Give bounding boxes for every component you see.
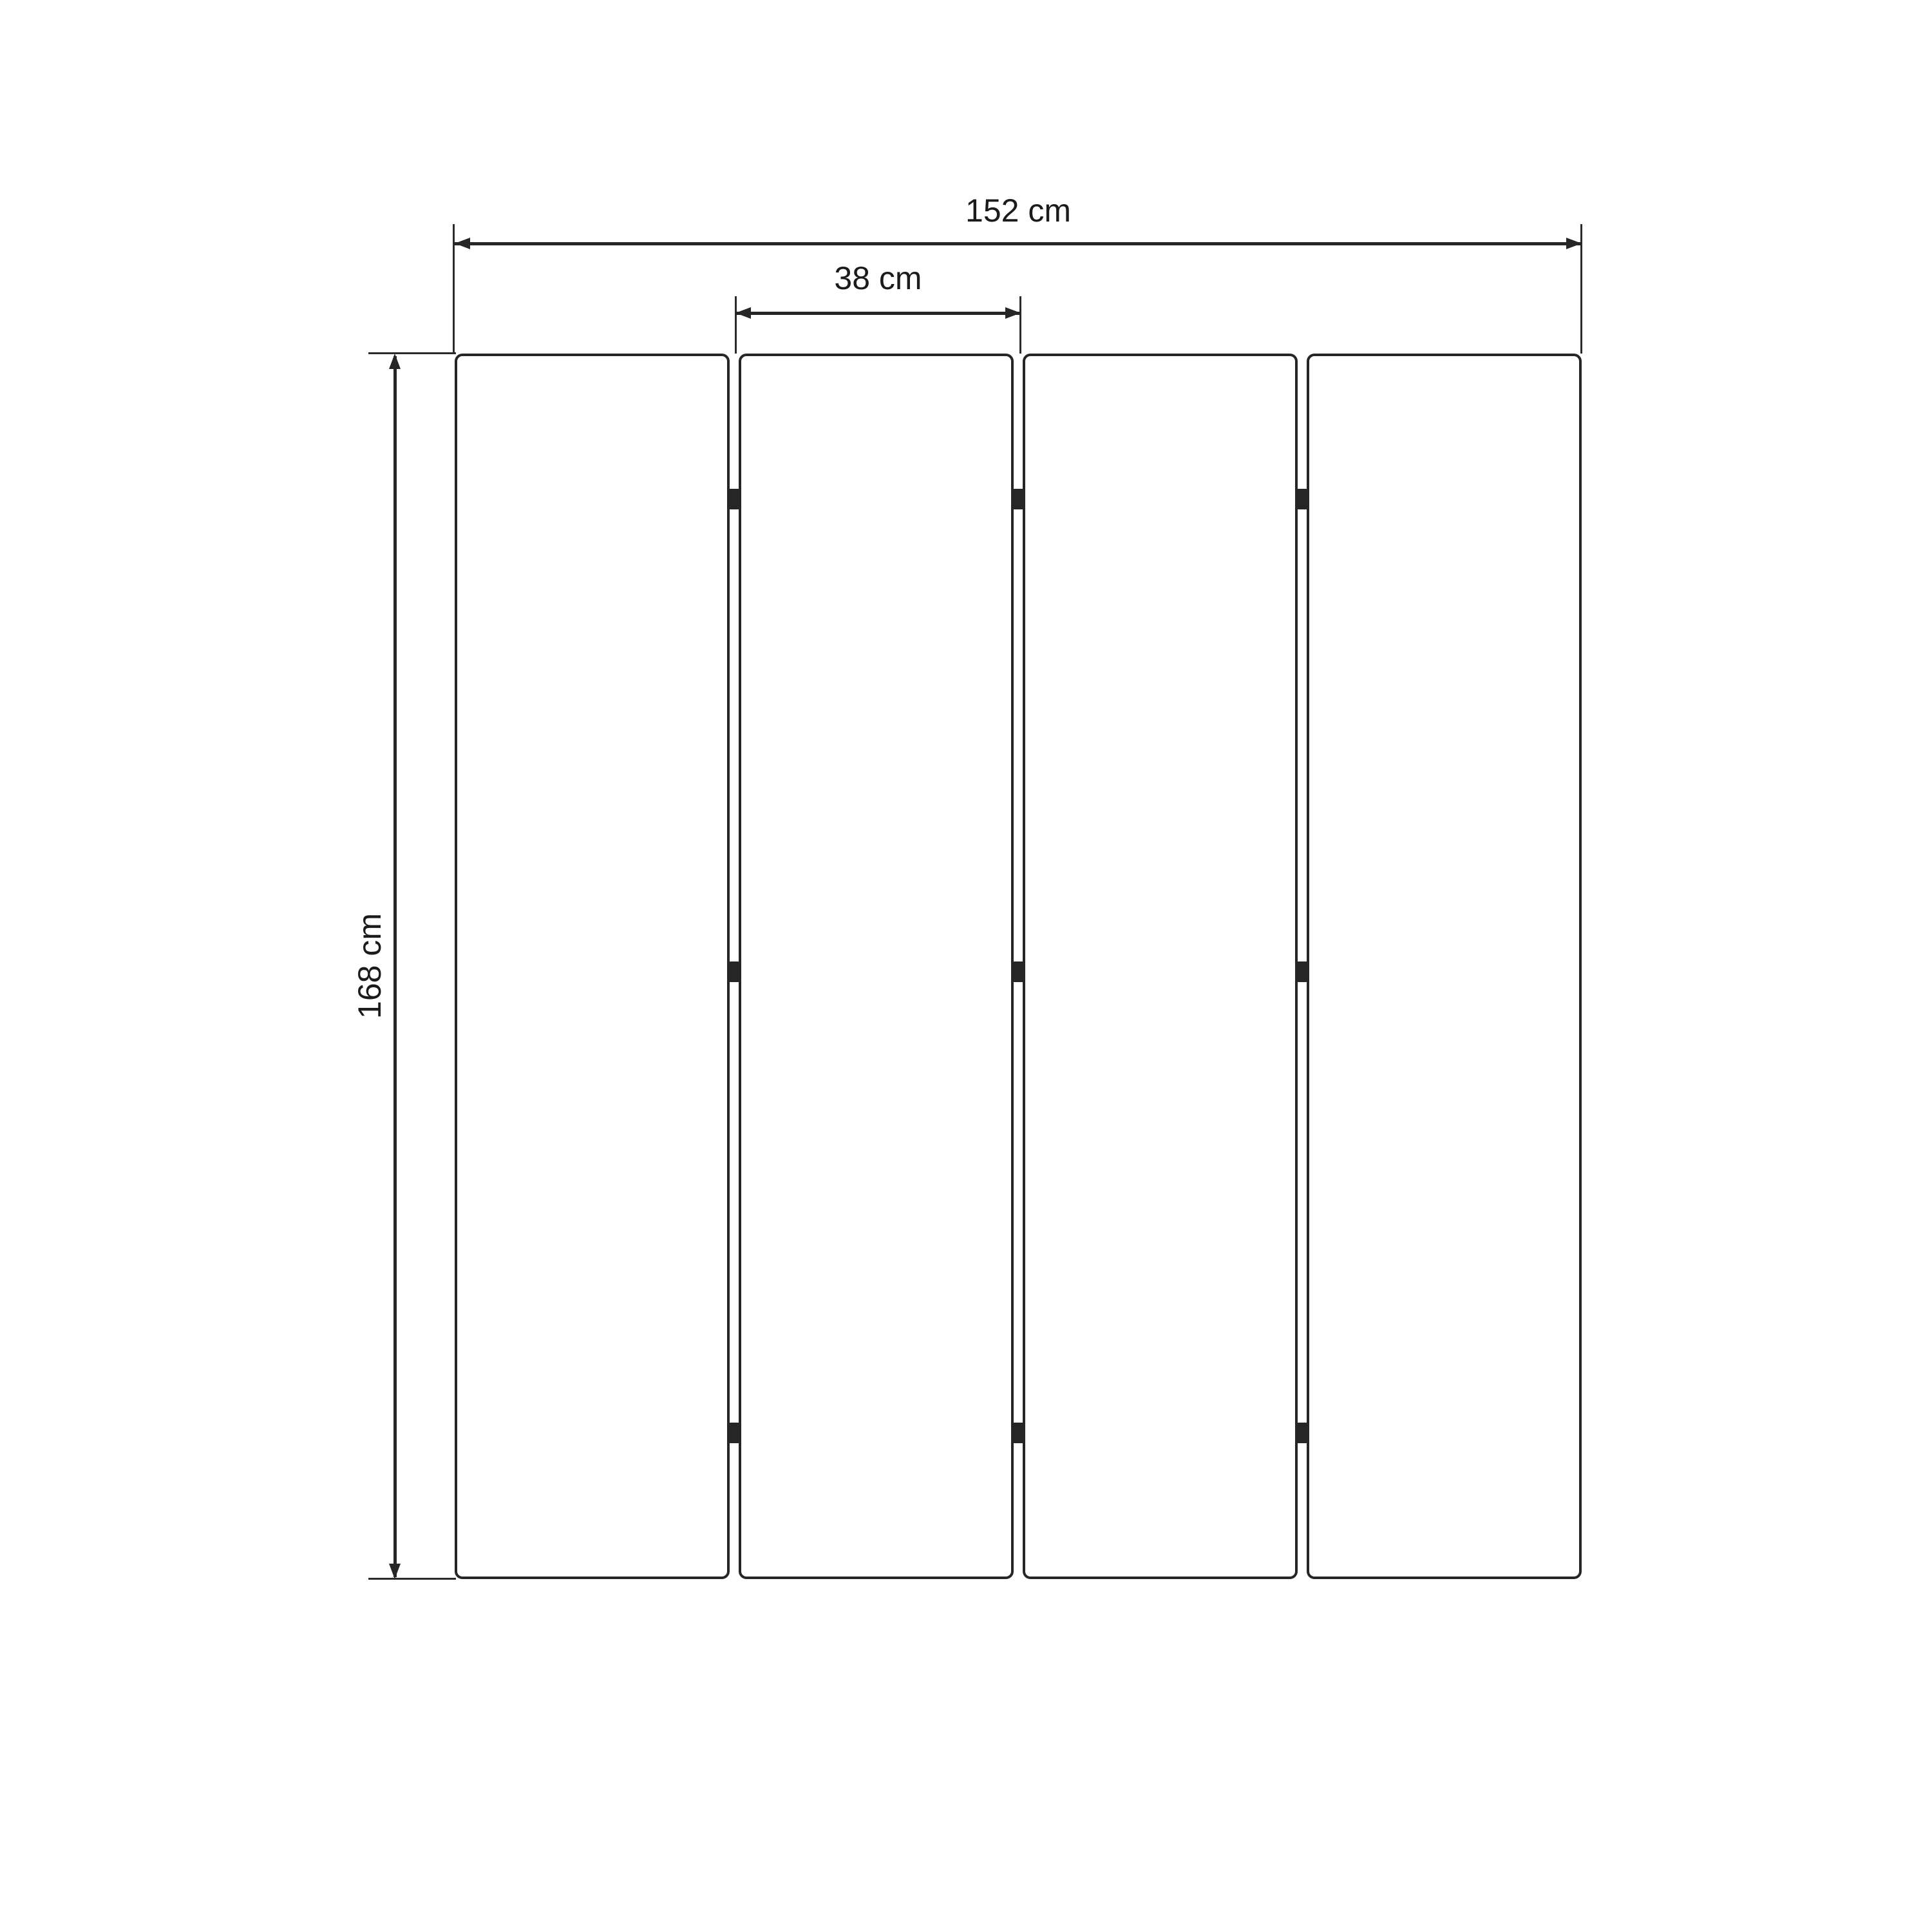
arrowhead-right-icon	[1566, 238, 1582, 249]
panel-width-dimension-line	[735, 312, 1021, 315]
hinge	[1297, 489, 1307, 509]
hinge	[1297, 1423, 1307, 1443]
hinge	[1013, 489, 1023, 509]
panel-width-label: 38 cm	[834, 260, 922, 296]
hinge	[1013, 1423, 1023, 1443]
screen-panel-4	[1307, 354, 1582, 1579]
hinge	[1297, 961, 1307, 982]
hinge	[729, 489, 739, 509]
arrowhead-down-icon	[389, 1564, 401, 1579]
total-width-dimension-line	[455, 242, 1582, 245]
total-width-label: 152 cm	[965, 193, 1071, 229]
screen-panel-1	[455, 354, 730, 1579]
hinge	[729, 1423, 739, 1443]
height-extension-line-top	[368, 352, 456, 354]
hinge	[729, 961, 739, 982]
panel-width-extension-line-right	[1019, 296, 1021, 354]
arrowhead-left-icon	[455, 238, 470, 249]
arrowhead-up-icon	[389, 354, 401, 369]
height-dimension-line	[393, 356, 397, 1577]
arrowhead-right-icon	[1005, 307, 1021, 319]
panel-width-extension-line-left	[735, 296, 737, 354]
hinge	[1013, 961, 1023, 982]
height-extension-line-bottom	[368, 1578, 456, 1580]
height-label: 168 cm	[352, 913, 388, 1019]
screen-panel-3	[1023, 354, 1298, 1579]
arrowhead-left-icon	[735, 307, 751, 319]
screen-panel-2	[739, 354, 1014, 1579]
